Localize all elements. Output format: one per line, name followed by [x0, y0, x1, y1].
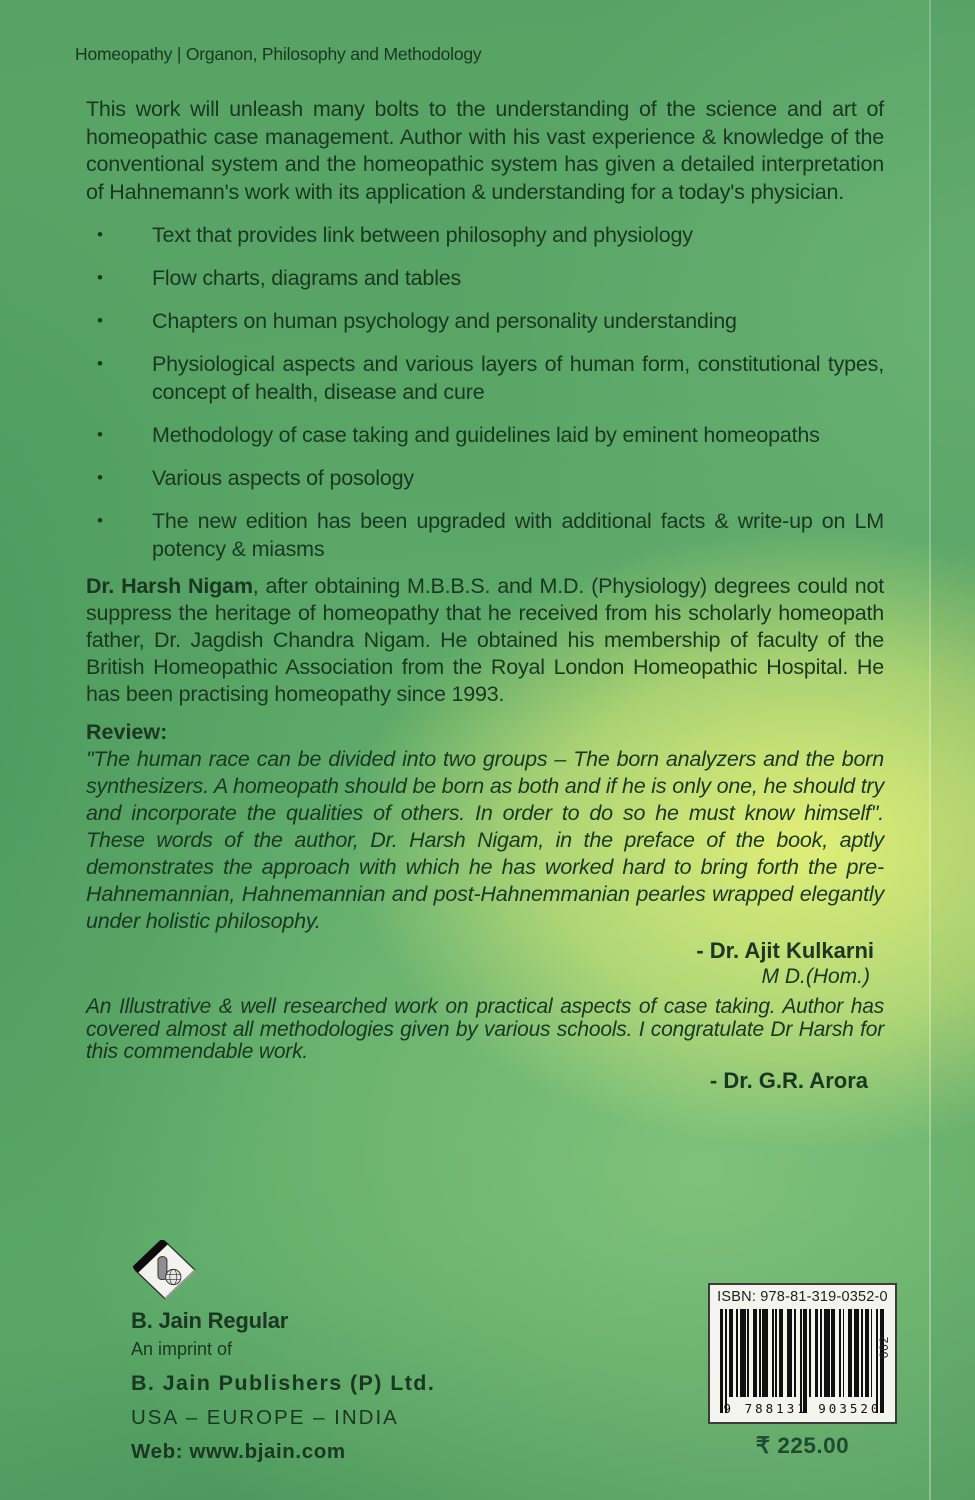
publisher-imprint-of: An imprint of	[131, 1339, 233, 1359]
barcode-bar	[759, 1309, 761, 1397]
bjain-logo-icon	[133, 1240, 197, 1300]
barcode-bar	[794, 1309, 796, 1397]
barcode-box	[708, 1283, 897, 1424]
bullet-dot: •	[97, 354, 103, 373]
bullet-dot: •	[97, 468, 103, 487]
feature-item	[86, 421, 884, 449]
bullet-dot: •	[97, 425, 103, 444]
reviewer-title: M D.(Hom.)	[761, 965, 870, 988]
barcode-bar	[800, 1309, 802, 1413]
barcode-bar	[876, 1309, 878, 1413]
publisher-website: Web: www.bjain.com	[131, 1440, 346, 1463]
second-review-quote: An Illustrative & well researched work on practical aspects of case taking. Author has covered almost all methodologies given by various schools. I congratulate Dr Harsh for this commendable work.	[86, 995, 884, 1063]
publisher-block	[131, 1240, 435, 1464]
barcode-bars	[720, 1309, 886, 1417]
barcode-bar	[787, 1309, 793, 1397]
author-name: Dr. Harsh Nigam	[86, 574, 253, 598]
main-text-column	[86, 96, 884, 1094]
review-quote: "The human race can be divided into two groups – The born analyzers and the born synthesizers. A homeopath should be born as both and if he is only one, he should try and incorporate the qualities of others. In order to do so he must know himself". These words of the author, Dr. Harsh Nigam, in the preface of the book, aptly demonstrates the approach with which he has worked hard to bring forth the pre-Hahnemannian, Hahnemannian and post-Hahnemmanian pearles wrapped elegantly under holistic philosophy.	[86, 747, 884, 933]
feature-list	[86, 221, 884, 563]
feature-text: Various aspects of posology	[152, 466, 414, 490]
barcode-bar	[820, 1309, 822, 1397]
feature-text: Physiological aspects and various layers of human form, constitutional types, concept of health, disease and cure	[152, 352, 884, 404]
barcode-side-code: 002	[878, 1335, 891, 1359]
barcode-bar	[779, 1309, 783, 1397]
feature-text: Chapters on human psychology and personality understanding	[152, 309, 737, 333]
publisher-imprint-name: B. Jain Regular	[131, 1308, 289, 1333]
author-bio-text: , after obtaining M.B.B.S. and M.D. (Physiology) degrees could not suppress the heritage of homeopathy that he received from his scholarly homeopath father, Dr. Jagdish Chandra Nigam. He obtained his membership of faculty of the British Homeopathic Association from the Royal London Homeopathic Hospital. He has been practising homeopathy since 1993.	[86, 574, 884, 706]
barcode-bar	[772, 1309, 774, 1397]
author-bio	[86, 573, 884, 708]
barcode-bar	[839, 1309, 841, 1397]
bullet-dot: •	[97, 311, 103, 330]
barcode-bar	[809, 1309, 811, 1397]
bullet-dot: •	[97, 268, 103, 287]
barcode-bar	[775, 1309, 777, 1397]
feature-item	[86, 507, 884, 563]
feature-item	[86, 307, 884, 335]
publisher-regions: USA – EUROPE – INDIA	[131, 1406, 399, 1429]
barcode-bar	[729, 1309, 733, 1397]
barcode-bar	[871, 1309, 873, 1397]
barcode-bar	[865, 1309, 869, 1397]
barcode-bar	[747, 1309, 749, 1397]
barcode-bar	[831, 1309, 835, 1397]
bullet-dot: •	[97, 225, 103, 244]
barcode-bar	[725, 1309, 727, 1413]
barcode-digits: 9 788131 903520	[723, 1401, 882, 1416]
price-label: ₹ 225.00	[755, 1433, 850, 1458]
barcode-bar	[762, 1309, 768, 1397]
intro-paragraph: This work will unleash many bolts to the understanding of the science and art of homeopathic case management. Author with his vast experience & knowledge of the conventional system and the homeopathic system has given a detailed interpretation of Hahnemann's work with its application & understanding for a today's physician.	[86, 97, 884, 204]
barcode-bar	[861, 1309, 863, 1397]
barcode-bar	[880, 1309, 884, 1413]
barcode-bar	[843, 1309, 845, 1397]
feature-item	[86, 221, 884, 249]
barcode-bar	[815, 1309, 819, 1397]
feature-item	[86, 350, 884, 406]
feature-text: The new edition has been upgraded with additional facts & write-up on LM potency & miasms	[152, 509, 884, 561]
bullet-dot: •	[97, 511, 103, 530]
barcode-bar	[848, 1309, 852, 1397]
feature-text: Flow charts, diagrams and tables	[152, 266, 462, 290]
feature-item	[86, 264, 884, 292]
feature-item	[86, 464, 884, 492]
barcode-bar	[854, 1309, 860, 1397]
second-reviewer-signature: - Dr. G.R. Arora	[709, 1067, 868, 1093]
isbn-label: ISBN: 978-81-319-0352-0	[717, 1289, 888, 1305]
barcode-bar	[824, 1309, 830, 1397]
barcode-bar	[736, 1309, 738, 1397]
category-header: Homeopathy | Organon, Philosophy and Methodology	[75, 44, 482, 64]
barcode-bar	[740, 1309, 746, 1397]
reviewer-signature: - Dr. Ajit Kulkarni	[696, 938, 874, 963]
barcode-bar	[803, 1309, 807, 1413]
review-heading: Review:	[86, 720, 168, 744]
cover-edge-strip	[931, 0, 975, 1500]
barcode-bar	[753, 1309, 757, 1397]
feature-text: Text that provides link between philosophy and physiology	[152, 223, 693, 247]
publisher-company: B. Jain Publishers (P) Ltd.	[131, 1371, 436, 1395]
feature-text: Methodology of case taking and guidelines laid by eminent homeopaths	[152, 423, 820, 447]
barcode-bar	[720, 1309, 724, 1413]
